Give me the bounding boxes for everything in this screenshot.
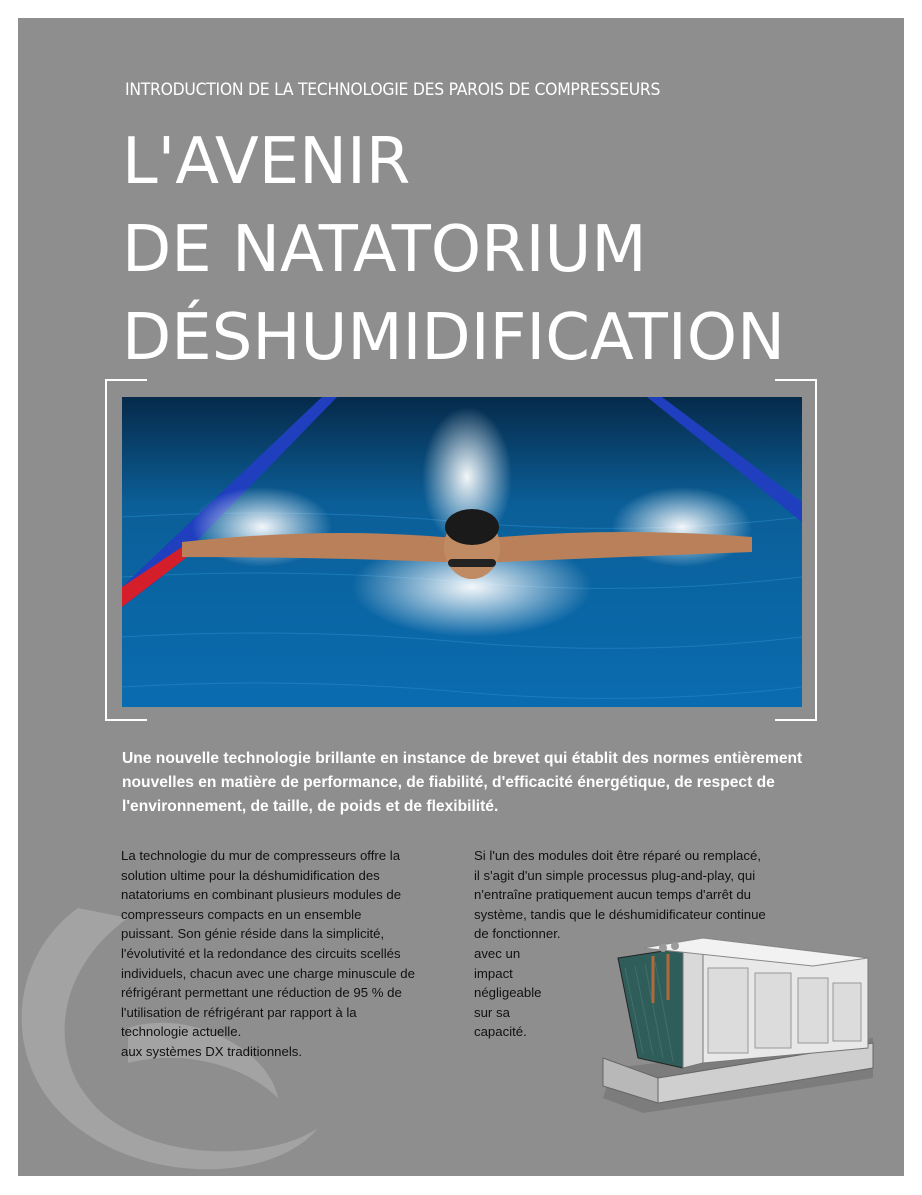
body-left-line: puissant. Son génie réside dans la simplicité, — [121, 926, 385, 942]
body-left-line: compresseurs compacts en un ensemble — [121, 906, 362, 922]
brochure-page — [18, 18, 904, 1176]
body-left-line: solution ultime pour la déshumidification des — [121, 867, 380, 883]
lead-paragraph: Une nouvelle technologie brillante en instance de brevet qui établit des normes entièrement nouvelles en matière de performance, de fiabilité, d'efficacité énergétique, de respect de l'environnement, de taille, de poids et de flexibilité. — [122, 750, 803, 815]
title-line-2: DE NATATORIUM — [122, 213, 647, 287]
body-left-line: l'évolutivité et la redondance des circuits scellés — [121, 945, 401, 961]
body-right-line: Si l'un des modules doit être réparé ou remplacé, — [474, 848, 761, 863]
body-left-line: réfrigérant permettant une réduction de 95 % de — [121, 985, 402, 1001]
swimmer-photo — [122, 397, 802, 707]
body-left-line: l'utilisation de réfrigérant par rapport à la — [121, 1004, 357, 1020]
body-right-line: négligeable — [474, 985, 542, 1001]
body-left-line: individuels, chacun avec une charge minuscule de — [121, 965, 415, 981]
body-right-line: sur sa — [474, 1004, 510, 1020]
body-right-line: il s'agit d'un simple processus plug-and-play, qui — [474, 867, 756, 883]
body-left-line: La technologie du mur de compresseurs offre la — [121, 848, 401, 863]
dehumidifier-unit-image — [583, 928, 883, 1118]
page-title — [122, 118, 785, 382]
body-right-line: capacité. — [474, 1024, 527, 1040]
title-line-1: L'AVENIR — [122, 125, 411, 199]
body-column-left — [121, 846, 451, 1062]
body-right-line: système, tandis que le déshumidificateur continue — [474, 906, 766, 922]
body-right-line: de fonctionner. — [474, 926, 561, 942]
body-left-line: technologie actuelle. — [121, 1024, 242, 1040]
body-right-line: impact — [474, 965, 513, 981]
body-left-line: aux systèmes DX traditionnels. — [121, 1043, 303, 1059]
title-line-3: DÉSHUMIDIFICATION — [122, 301, 785, 375]
body-right-line: n'entraîne pratiquement aucun temps d'arrêt du — [474, 887, 752, 903]
eyebrow-text: INTRODUCTION DE LA TECHNOLOGIE DES PAROIS DE COMPRESSEURS — [125, 80, 661, 100]
body-left-line: natatoriums en combinant plusieurs modules de — [121, 887, 402, 903]
body-right-line: avec un — [474, 945, 521, 961]
